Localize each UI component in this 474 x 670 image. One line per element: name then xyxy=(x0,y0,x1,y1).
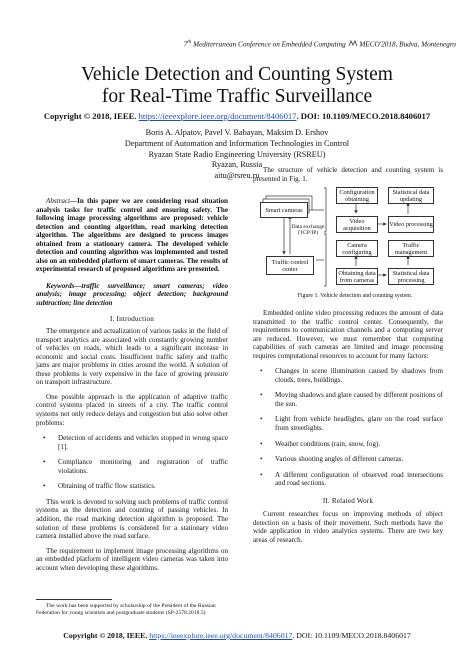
footnote xyxy=(36,603,232,617)
right-paragraph-1: Embedded online video processing reduces the amount of data transmitted to the traffic control center. Consequently, the requirements to communication channels and a computing server are reduced. However, we must remember that computing capabilities of such cameras are limited and image processing requires computational resources to account for many factors: xyxy=(253,309,443,360)
doi-link[interactable]: https://ieeexplore.ieee.org/document/8406017 xyxy=(138,111,297,121)
list-item xyxy=(253,415,443,432)
author-names: Boris A. Alpatov, Pavel V. Babayan, Maksim D. Ershov xyxy=(145,128,329,137)
copyright-prefix: Copyright © 2018, IEEE. xyxy=(43,111,137,121)
meco-logo-icon xyxy=(348,40,358,47)
author-email: aitu@rsreu.ru xyxy=(214,170,260,180)
intro-bullet-list xyxy=(36,434,228,491)
bullet-icon: • xyxy=(43,482,46,491)
list-item xyxy=(253,471,443,488)
footer-copyright xyxy=(0,631,474,640)
bullet-text: Compliance monitoring and registration of traffic violations. xyxy=(58,458,228,475)
bullet-text: Moving shadows and glare caused by different positions of the sun. xyxy=(275,391,443,408)
list-item xyxy=(36,458,228,475)
bullet-icon: • xyxy=(43,458,46,467)
bullet-icon: • xyxy=(260,439,263,448)
intro-paragraph-2: One possible approach is the application of adaptive traffic control systems placed in streets of a city. The traffic control systems not only reduce delays and congestion but also solve other problems: xyxy=(36,392,228,427)
section-heading-related-work: II. Related Work xyxy=(322,496,374,505)
conference-ordinal: th xyxy=(187,40,192,45)
conference-number: 7 xyxy=(183,40,188,49)
author-city: Ryazan, Russia xyxy=(211,160,263,170)
footer-doi: . DOI: 10.1109/MECO.2018.8406017 xyxy=(292,631,411,640)
intro-paragraph-4: The requirement to implement image processing algorithms on an embedded platform of intelligent video cameras was taken into account when developing these algorithms. xyxy=(36,546,228,572)
obtaining-data-box: Obtaining data from cameras xyxy=(336,268,378,285)
figure-caption: Figure 1. Vehicle detection and counting system. xyxy=(297,293,413,299)
configuration-obtaining-box: Configuration obtaining xyxy=(336,187,378,204)
list-item xyxy=(253,455,443,464)
intro-paragraph-3: This work is devoted to solving such problems of traffic control systems as the detection and counting of passing vehicles. In addition, the road marking detection algorithm is proposed. The solution of these problems is considered for a stationary video camera installed above the road surface. xyxy=(36,497,228,541)
traffic-management-box: Traffic management xyxy=(388,240,434,257)
right-column-intro xyxy=(253,166,443,183)
bullet-icon: • xyxy=(260,391,263,400)
camera-configuring-box: Camera configuring xyxy=(336,240,378,257)
paper-title xyxy=(0,64,474,108)
statistical-data-updating-box: Statistical data updating xyxy=(388,187,434,204)
keywords-label: Keywords xyxy=(46,281,75,290)
abstract-label: Abstract xyxy=(46,197,71,205)
footer-doi-link[interactable]: https://ieeexplore.ieee.org/document/8406017 xyxy=(149,631,293,640)
keywords xyxy=(36,282,228,308)
footnote-line-2: Federation for young scientists and postgraduate students (SP-2578.2018.5) xyxy=(36,610,206,617)
conference-header xyxy=(184,40,456,48)
bullet-icon: • xyxy=(260,367,263,376)
bullet-text: Obtaining of traffic flow statistics. xyxy=(58,482,156,491)
author-university: Ryazan State Radio Engineering University (RSREU) xyxy=(148,149,326,159)
footnote-line-1: The work has been supported by scholarship of the President of the Russian xyxy=(46,603,216,609)
statistical-data-processing-box: Statistical data processing xyxy=(388,268,434,285)
footer-copyright-prefix: Copyright © 2018, IEEE. xyxy=(63,631,148,640)
left-column xyxy=(36,197,228,572)
bullet-icon: • xyxy=(260,415,263,424)
right-column xyxy=(253,309,443,544)
list-item xyxy=(253,367,443,384)
bullet-icon: • xyxy=(260,455,263,464)
traffic-control-center-box: Traffic control center xyxy=(266,256,314,275)
author-department: Department of Automation and Information Technologies in Control xyxy=(124,139,350,149)
list-item xyxy=(36,482,228,491)
bullet-text: Detection of accidents and vehicles stopped in wrong space [1]. xyxy=(58,434,228,451)
related-work-paragraph: Current researches focus on improving methods of object detection on a basis of their movement. Such methods have the wide application in video analytics systems. There are two key areas of research. xyxy=(253,510,443,544)
section-heading-introduction: I. Introduction xyxy=(110,314,154,323)
system-diagram xyxy=(258,186,454,291)
bullet-text: Various shooting angles of different cameras. xyxy=(275,455,404,464)
keywords-text: —traffic surveillance; smart cameras; video analysis; image processing; object detection; background subtraction; line detection xyxy=(36,281,228,308)
copyright-line xyxy=(0,111,474,121)
video-processing-box: Video processing xyxy=(388,216,434,233)
bullet-icon: • xyxy=(260,470,263,479)
bullet-icon: • xyxy=(43,434,46,443)
list-item xyxy=(36,434,228,451)
intro-paragraph-1: The emergence and actualization of various tasks in the field of transport analytics are associated with constantly growing number of vehicles on roads, which leads to a significant increase in economic and social costs. Insufficient traffic safety and traffic jams are major problems in cities around the world. A solution of these problems is very expensive in the face of growing pressure on transport infrastructure. xyxy=(36,327,228,387)
bullet-text: A different configuration of observed road intersections and road sections. xyxy=(275,470,443,488)
abstract xyxy=(36,197,228,274)
list-item xyxy=(253,440,443,449)
bullet-text: Light from vehicle headlights, glare on the road surface from streetlights. xyxy=(275,415,443,433)
conference-name: Mediterranean Conference on Embedded Computing xyxy=(191,40,346,49)
video-acquisition-box: Video acquisition xyxy=(336,216,378,233)
conference-venue: MECO'2018, Budva, Montenegro xyxy=(359,40,456,49)
smart-cameras-box: Smart cameras xyxy=(260,202,308,218)
paper-title-line-2: for Real-Time Traffic Surveillance xyxy=(101,86,373,107)
factors-bullet-list xyxy=(253,367,443,487)
copyright-doi: . DOI: 10.1109/MECO.2018.8406017 xyxy=(296,111,431,121)
figure-reference-text: The structure of vehicle detection and counting system is presented in Fig. 1. xyxy=(253,166,443,183)
footnote-rule xyxy=(36,599,112,600)
list-item xyxy=(253,391,443,408)
abstract-text: —In this paper we are considering road situation analysis tasks for traffic control and ensuring safety. The following image processing algorithms are proposed: vehicle detection and counting algorithm, road marking detection algorithm. The algorithms are designed to process images obtained from a stationary camera. The developed vehicle detection and counting algorithm was implemented and tested also on an embedded platform of smart cameras. The results of experimental research of proposed algorithms are presented. xyxy=(36,197,228,274)
bullet-text: Weather conditions (rain, snow, fog). xyxy=(275,439,381,448)
paper-title-line-1: Vehicle Detection and Counting System xyxy=(81,64,393,85)
bullet-text: Changes in scene illumination caused by shadows from clouds, trees, buildings. xyxy=(275,367,443,384)
data-exchange-label: Data exchange (TCP/IP) xyxy=(291,224,325,237)
